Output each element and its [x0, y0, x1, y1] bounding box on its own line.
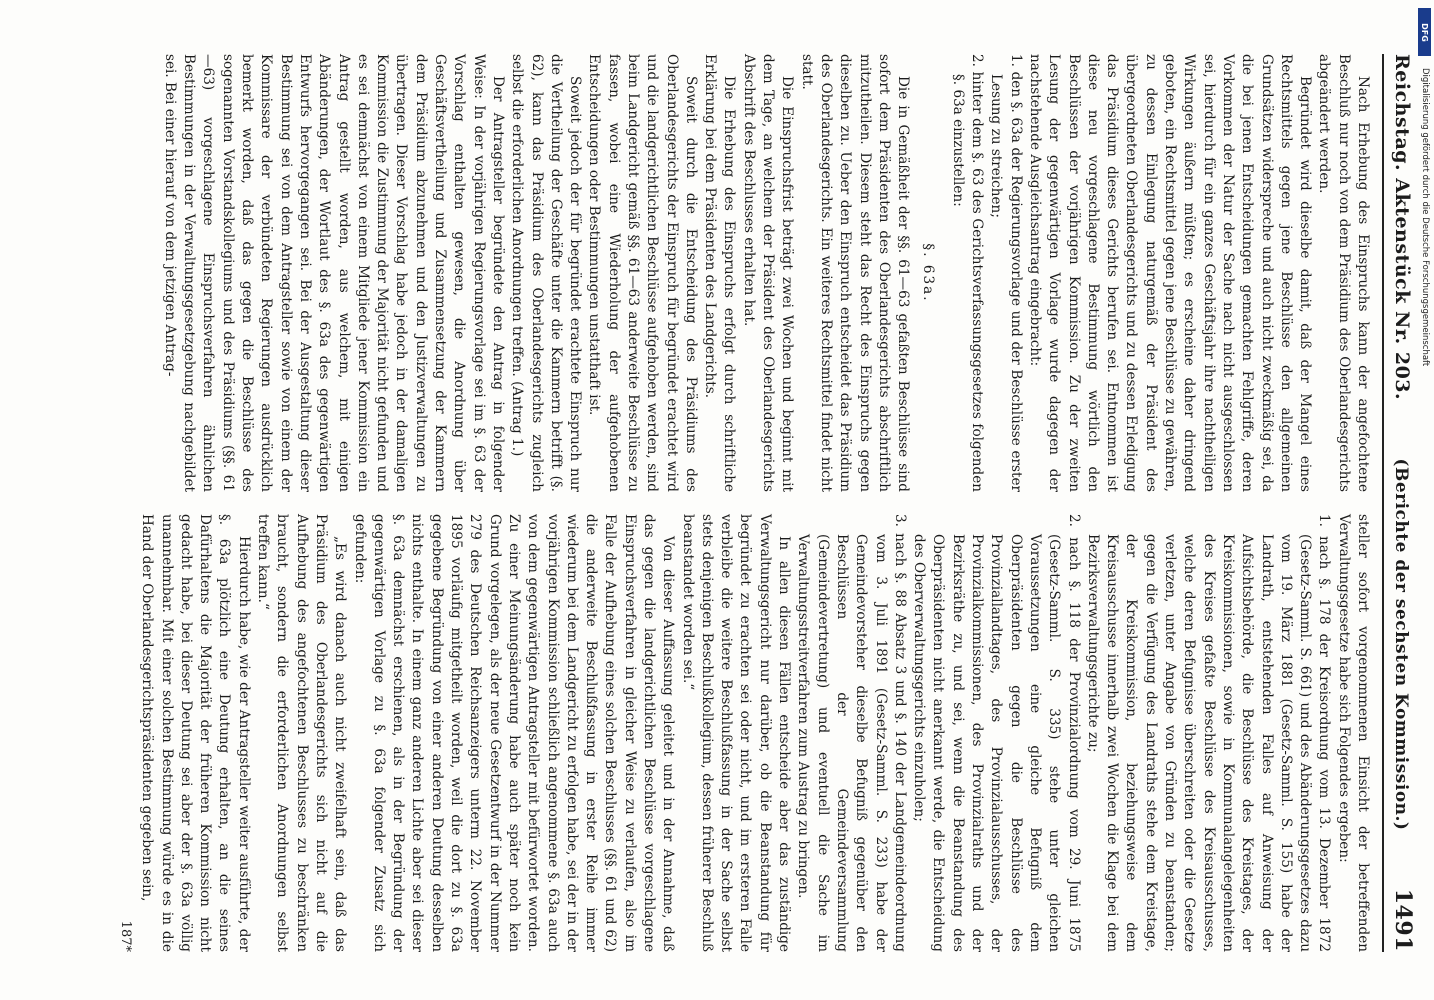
paragraph: Begründet wird dieselbe damit, daß der Mangel eines Rechtsmittels gegen jene Beschlüsse den allgemeinen Grundsätzen widerspreche und auch nicht zweckmäßig sei, da die bei jenen Entscheidungen gemachten Fehlgriffe, deren Vorkommen der Natur der Sache nach nicht ausgeschlossen sei, hierdurch für ein ganzes Geschäftsjahr ihre nachtheiligen Wirkungen äußern müßten; es erscheine daher dringend geboten, ein Rechtsmittel gegen jene Beschlüsse zu gewähren, zu dessen Einlegung naturgemäß der Präsident des übergeordneten Oberlandesgerichts und zu dessen Erledigung das Präsidium dieses Gerichts berufen sei. Entnommen ist diese neu vorgeschlagene Bestimmung wörtlich den Beschlüssen der vorjährigen Kommission. Zu der zweiten Lesung der gegenwärtigen Vorlage wurde dagegen der nachstehende Ausgleichsantrag eingebracht:	[1026, 54, 1314, 492]
paragraph: steller sofort vorgenommenen Einsicht der betreffenden Verwaltungsgesetze habe sich Folgendes ergeben:	[1335, 514, 1371, 952]
paragraph: 2. nach §. 118 der Provinzialordnung vom 29. Juni 1875 (Gesetz-Samml. S. 335) stehe unter gleichen Voraussetzungen eine gleiche Befugniß dem Oberpräsidenten gegen die Beschlüsse des Provinziallandtages, des Provinzialausschusses, der Provinzialkommissionen, des Provinzialraths und der Bezirksräthe zu, und sei, wenn die Beanstandung des Oberpräsidenten nicht anerkannt werde, die Entscheidung des Oberverwaltungsgerichts einzuholen;	[911, 514, 1082, 952]
paragraph: 3. nach §. 88 Absatz 3 und §. 140 der Landgemeindeordnung vom 3. Juli 1891 (Gesetz-Samml. S. 233) habe der Gemeindevorsteher dieselbe Befugniß gegenüber den Beschlüssen der Gemeindeversammlung (Gemeindevertretung) und eventuell die Sache im Verwaltungsstreitverfahren zum Austrag zu bringen.	[795, 514, 908, 952]
right-column	[137, 514, 1372, 952]
running-header	[1382, 54, 1416, 952]
paragraph: Hierdurch habe, wie der Antragsteller weiter ausführte, der §. 63a plötzlich eine Deutung erhalten, an die seines Dafürhaltens die Majorität der früheren Kommission nicht gedacht habe, bei dieser Deutung sei aber der §. 63a völlig unannehmbar. Mit einer solchen Bestimmung würde es in die Hand der Oberlandesgerichtspräsidenten gegeben sein,	[139, 514, 252, 952]
page-number: 1491	[1390, 888, 1416, 952]
paragraph: Nach Erhebung des Einspruchs kann der angefochtene Beschluß nur noch von dem Präsidium des Oberlandesgerichts abgeändert werden.	[1316, 54, 1371, 492]
paragraph: Die Einspruchsfrist beträgt zwei Wochen und beginnt mit dem Tage, an welchem der Präsident des Oberlandesgerichts Abschrift des Beschlusses erhalten hat.	[740, 54, 796, 492]
paragraph: 1. den §. 63a der Regierungsvorlage und der Beschlüsse erster Lesung zu streichen;	[988, 54, 1024, 492]
paragraph: 2. hinter dem §. 63 des Gerichtsverfassungsgesetzes folgenden §. 63a einzustellen:	[949, 54, 986, 492]
paragraph: „Es wird danach auch nicht zweifelhaft sein, daß das Präsidium des Oberlandesgerichts sich nicht auf die Aufhebung des angefochtenen Beschlusses zu beschränken braucht, sondern die erforderlichen Anordnungen selbst treffen kann.“	[255, 514, 349, 952]
paragraph: Von dieser Auffassung geleitet und in der Annahme, daß das gegen die landgerichtlichen Beschlüsse vorgeschlagene Einspruchsverfahren in gleicher Weise zu verlaufen, also im Falle der Aufhebung eines solchen Beschlusses (§§. 61 und 62) die anderweite Beschlußfassung in erster Reihe immer wiederum bei dem Landgericht zu erfolgen habe, sei der in der vorjährigen Kommission schließlich angenommene §. 63a auch von dem gegenwärtigen Antragsteller mit befürwortet worden. Zu einer Meinungsänderung habe auch später noch kein Grund vorgelegen, als der neue Gesetzentwurf in der Nummer 279 des Deutschen Reichsanzeigers unterm 22. November 1895 vorläufig mitgetheilt worden, weil die dort zu §. 63a gegebene Begründung von einer anderen Deutung desselben nichts enthalte. In einem ganz anderen Lichte aber sei dieser §. 63a demnächst erschienen, als in der Begründung der gegenwärtigen Vorlage zu §. 63a folgender Zusatz sich gefunden:	[351, 514, 677, 952]
paragraph: 1. nach §. 178 der Kreisordnung vom 13. Dezember 1872 (Gesetz-Samml. S. 661) und des Abänderungsgesetzes dazu vom 19. März 1881 (Gesetz-Samml. S. 155) habe der Landrath, entstehenden Falles auf Anweisung der Aufsichtsbehörde, die Beschlüsse des Kreistages, der Kreiskommissionen, sowie in Kommunalangelegenheiten des Kreises gefaßte Beschlüsse des Kreisausschusses, welche deren Befugnisse überschreiten oder die Gesetze verletzen, unter Angabe von Gründen zu beanstanden; gegen die Verfügung des Landraths stehe dem Kreistage, der Kreiskommission, beziehungsweise dem Kreisausschusse innerhalb zwei Wochen die Klage bei dem Bezirksverwaltungsgerichte zu;	[1084, 514, 1333, 952]
paragraph: Die Erhebung des Einspruchs erfolgt durch schriftliche Erklärung bei dem Präsidenten des Landgerichts.	[702, 54, 738, 492]
section-heading: §. 63a.	[920, 243, 937, 303]
paragraph: Soweit jedoch der für begründet erachtete Einspruch nur die Vertheilung der Geschäfte unter die Kammern betrifft (§. 62), kann das Präsidium des Oberlandesgerichts zugleich selbst die erforderlichen Anordnungen treffen. (Antrag 1.)	[509, 54, 584, 492]
funding-note: Digitalisierung gefördert durch die Deutsche Forschungsgemeinschaft	[1420, 68, 1430, 367]
text-columns	[137, 54, 1372, 952]
header-left: Reichstag. Aktenstück Nr. 203.	[1391, 54, 1413, 401]
dfg-logo: DFG	[1418, 8, 1431, 56]
paragraph: In allen diesen Fällen entscheide aber das zuständige Verwaltungsgericht nur darüber, ob die Beanstandung für begründet zu erachten sei oder nicht, und im ersteren Falle verbleibe die weitere Beschlußfassung in der Sache selbst stets denjenigen Beschlußkollegium, dessen früherer Beschluß beanstandet worden sei.“	[679, 514, 793, 952]
digitization-sidebar	[1418, 8, 1432, 908]
paragraph: Die in Gemäßheit der §§. 61—63 gefaßten Beschlüsse sind sofort dem Präsidenten des Oberlandesgerichts abschriftlich mitzutheilen. Diesem steht das Recht des Einspruchs gegen dieselben zu. Ueber den Einspruch entscheidet das Präsidium des Oberlandesgerichts. Ein weiteres Rechtsmittel findet nicht statt.	[798, 54, 912, 492]
paragraph: Der Antragsteller begründete den Antrag in folgender Weise: In der vorjährigen Regierungsvorlage sei im §. 63 der Vorschlag enthalten gewesen, die Anordnung über Geschäftsvertheilung und Zusammensetzung der Kammern dem Präsidium abzunehmen und den Justizverwaltungen zu übertragen. Dieser Vorschlag habe jedoch in der damaligen Kommission die Zustimmung der Majorität nicht gefunden und es sei demnächst von einem Mitgliede jener Kommission ein Antrag gestellt worden, aus welchem, mit einigen Abänderungen, der Wortlaut des §. 63a des gegenwärtigen Entwurfs hervorgegangen sei. Bei der Ausgestaltung dieser Bestimmung sei von dem Antragsteller sowie von einem der Kommissare der verbündeten Regierungen ausdrücklich bemerkt worden, daß das gegen die Beschlüsse des sogenannten Vorstandskollegiums und des Präsidiums (§§. 61—63) vorgeschlagene Einspruchsverfahren ähnlichen Bestimmungen in der Verwaltungsgesetzgebung nachgebildet sei. Bei einer hierauf von dem jetzigen Antrag-	[161, 54, 506, 492]
header-center: (Berichte der sechsten Kommission.)	[1391, 458, 1411, 831]
paragraph: Soweit durch die Entscheidung des Präsidiums des Oberlandesgerichts der Einspruch für begründet erachtet wird und die landgerichtlichen Beschlüsse aufgehoben werden, sind beim Landgericht gemäß §§. 61—63 anderweite Beschlüsse zu fassen, wobei eine Wiederholung der aufgehobenen Entscheidungen oder Bestimmungen unstatthaft ist.	[586, 54, 699, 492]
left-column	[137, 54, 1372, 492]
signature-mark: 187*	[118, 920, 133, 952]
rotated-print-page	[54, 20, 1434, 980]
